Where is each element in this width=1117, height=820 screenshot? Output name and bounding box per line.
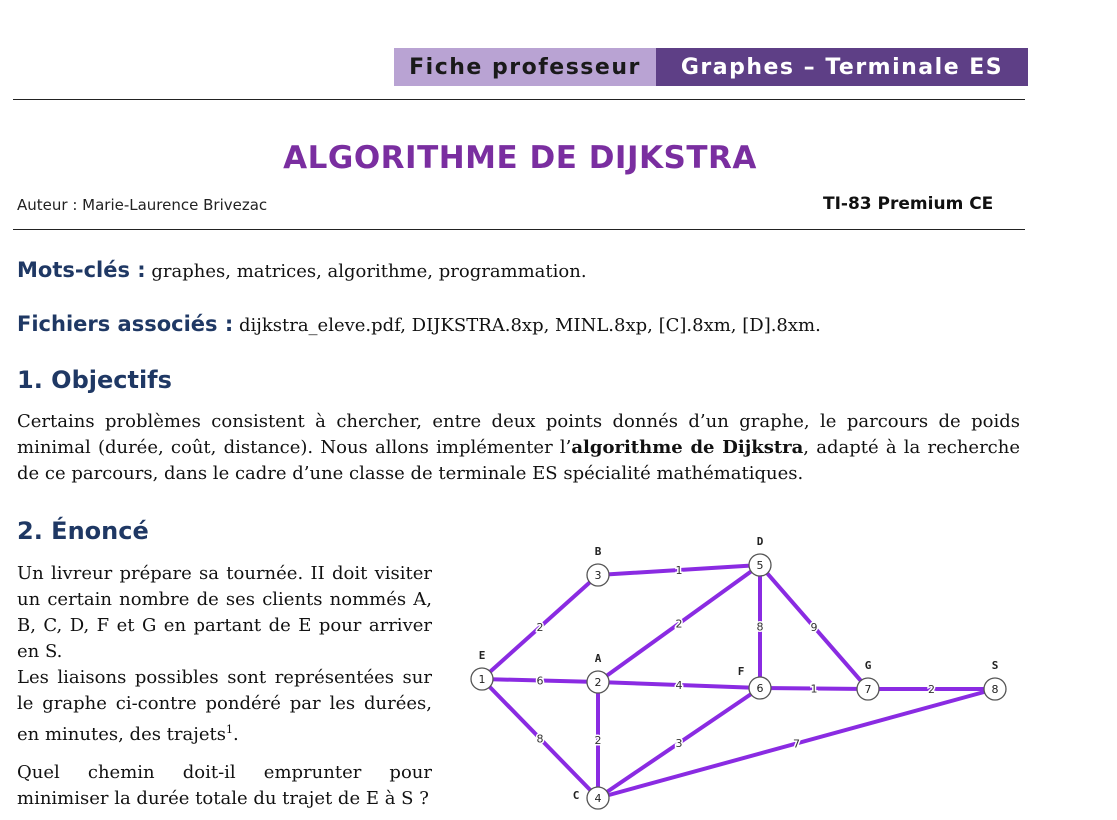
calculator-model: TI-83 Premium CE <box>823 194 994 214</box>
node-number-G: 7 <box>864 683 872 696</box>
edge-weight-F-G: 1 <box>810 682 818 696</box>
node-label-F: F <box>737 665 745 678</box>
edge-weight-B-D: 1 <box>675 564 683 577</box>
node-label-S: S <box>991 659 999 672</box>
fiche-professeur-badge: Fiche professeur <box>394 48 656 86</box>
edge-weight-A-F: 4 <box>675 679 683 692</box>
objectifs-text-bold: algorithme de Dijkstra <box>571 437 804 458</box>
document-title: ALGORITHME DE DIJKSTRA <box>283 140 757 176</box>
edge-weight-G-S: 2 <box>928 683 935 696</box>
enonce-paragraph-2-text: Les liaisons possibles sont représentées sur le graphe ci-contre pondéré par les durées, en minutes, des trajets <box>17 667 432 745</box>
node-number-A: 2 <box>594 676 602 689</box>
node-label-E: E <box>478 649 486 662</box>
edge-weight-D-F: 8 <box>756 620 764 634</box>
files-line <box>17 312 821 336</box>
section-objectifs-heading: 1. Objectifs <box>17 366 172 394</box>
node-number-C: 4 <box>594 792 602 805</box>
node-number-B: 3 <box>594 569 602 582</box>
graph-nodes <box>471 535 1006 809</box>
node-number-S: 8 <box>991 683 999 696</box>
edge-weight-D-G: 9 <box>810 621 818 634</box>
node-label-C: C <box>572 789 580 802</box>
files-text: dijkstra_eleve.pdf, DIJKSTRA.8xp, MINL.8xp, [C].8xm, [D].8xm. <box>233 315 821 336</box>
enonce-paragraph-2-end: . <box>232 724 239 745</box>
node-label-G: G <box>864 659 872 672</box>
section-enonce-heading: 2. Énoncé <box>17 517 149 545</box>
objectifs-text-start: Certains problèmes consistent à chercher, entre deux points donnés d’un graphe, le parcours de poids minimal (durée, coût, distance). Nous allons implémenter l’ <box>17 411 1020 458</box>
edge-weight-A-D: 2 <box>675 617 683 631</box>
title-divider <box>13 229 1025 230</box>
author-line: Auteur : Marie-Laurence Brivezac <box>17 196 268 214</box>
header-divider <box>13 99 1025 100</box>
footnote-marker: 1 <box>225 723 233 736</box>
node-label-A: A <box>594 652 602 665</box>
files-label: Fichiers associés : <box>17 312 234 336</box>
weighted-graph <box>455 535 1015 820</box>
enonce-question-line-1: Quel chemin doit-il emprunter pour <box>17 762 432 783</box>
header-banner <box>394 48 1028 86</box>
enonce-text <box>17 561 432 812</box>
keywords-line <box>17 258 587 282</box>
course-badge: Graphes – Terminale ES <box>656 48 1028 86</box>
node-number-F: 6 <box>756 682 764 695</box>
keywords-label: Mots-clés : <box>17 258 146 282</box>
edge-weight-A-C: 2 <box>594 734 602 747</box>
node-label-D: D <box>756 535 764 548</box>
graph-edges <box>482 565 995 798</box>
objectifs-text-end: , adapté à la recherche de ce parcours, dans le cadre d’une classe de terminale ES spécialité mathématiques. <box>17 437 1020 484</box>
enonce-question-line-2: minimiser la durée totale du trajet de E à S ? <box>17 788 429 809</box>
edge-weight-E-B: 2 <box>536 621 544 634</box>
edge-weight-F-C: 3 <box>675 737 683 750</box>
edge-weight-E-A: 6 <box>536 674 544 688</box>
objectifs-paragraph <box>17 409 1020 487</box>
enonce-paragraph-1: Un livreur prépare sa tournée. II doit visiter un certain nombre de ses clients nommés A, B, C, D, F et G en partant de E pour arriver en S. <box>17 563 432 662</box>
node-number-D: 5 <box>756 559 764 572</box>
node-number-E: 1 <box>478 673 486 686</box>
enonce-paragraph-2 <box>17 665 432 748</box>
edge-weight-E-C: 8 <box>536 732 544 746</box>
node-label-B: B <box>594 545 602 558</box>
keywords-text: graphes, matrices, algorithme, programmation. <box>145 261 587 282</box>
edge-weight-C-S: 7 <box>793 737 800 751</box>
